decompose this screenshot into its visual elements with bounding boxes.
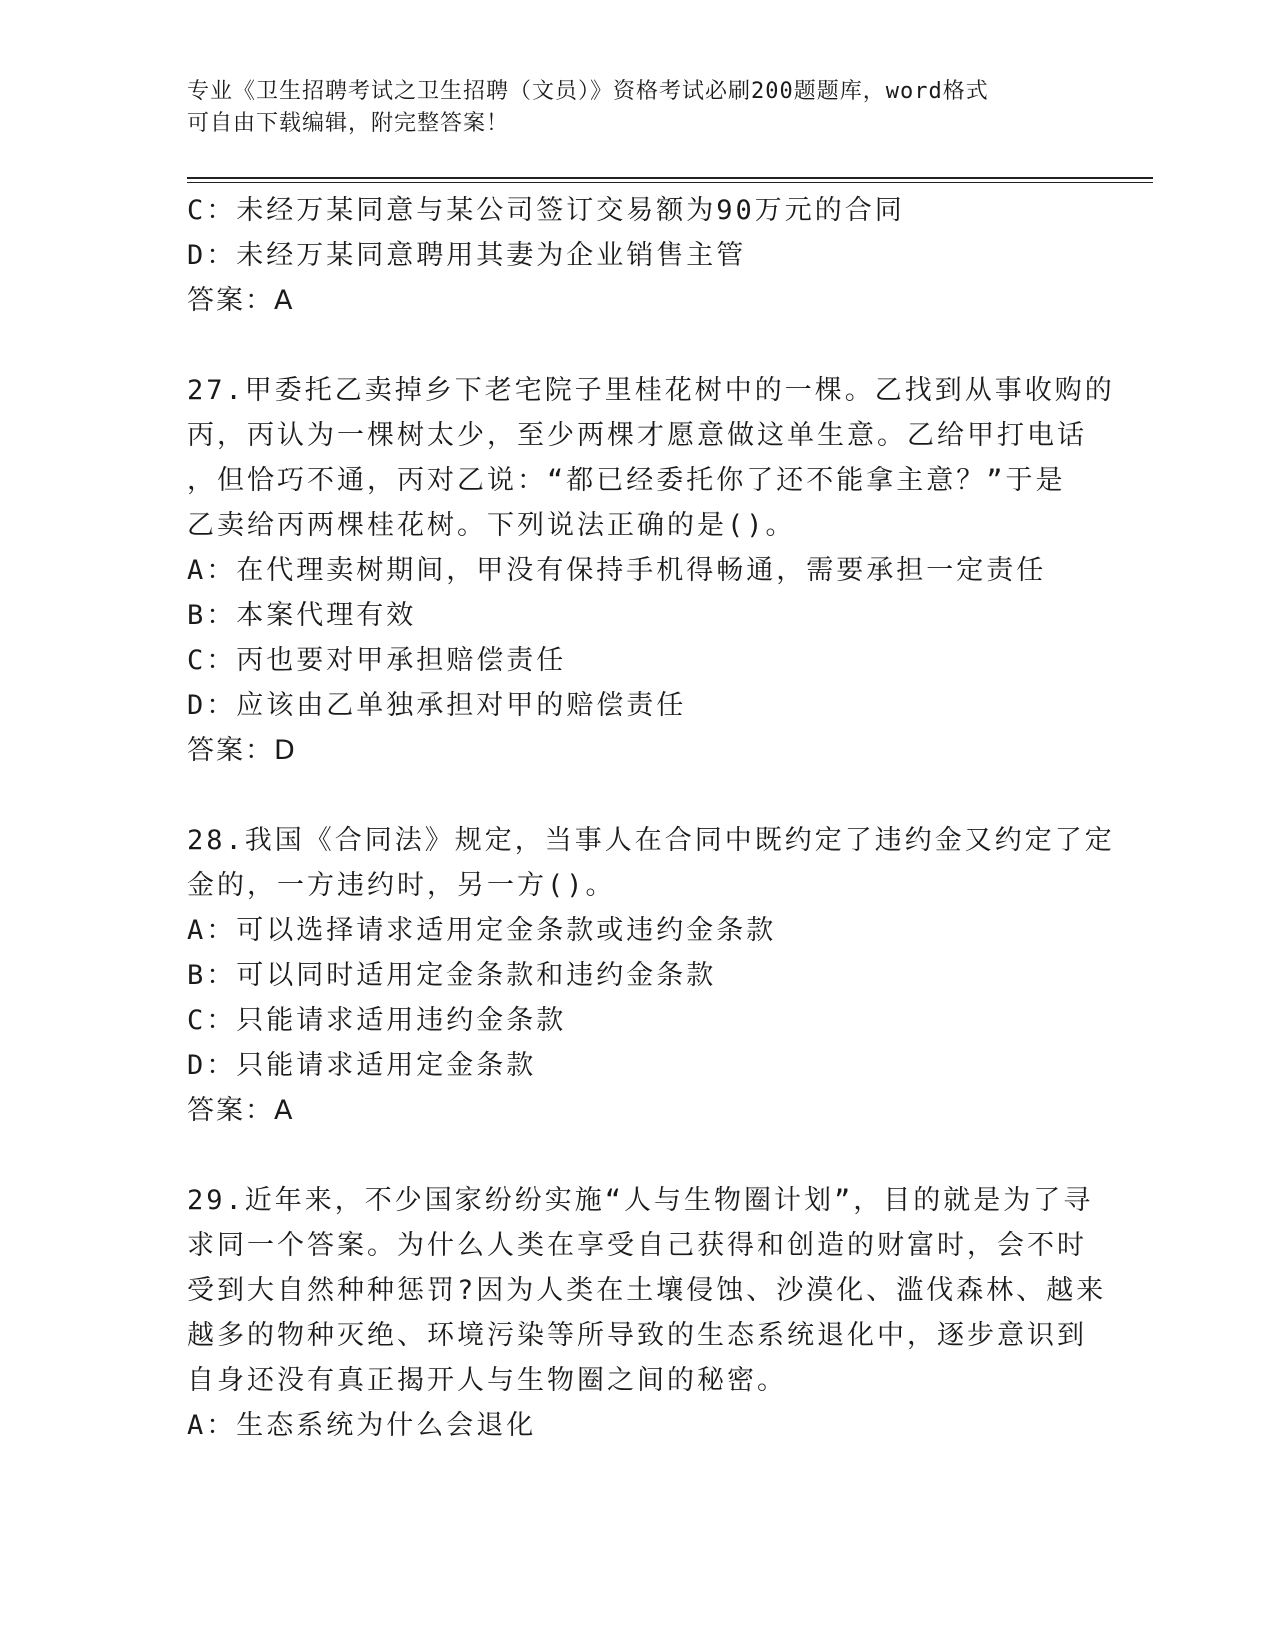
question-stem-line: 丙，丙认为一棵树太少，至少两棵才愿意做这单生意。乙给甲打电话 xyxy=(187,420,1087,451)
question-stem-line: 29.近年来，不少国家纷纷实施“人与生物圈计划”，目的就是为了寻 xyxy=(187,1185,1094,1216)
option-b: B：本案代理有效 xyxy=(187,600,417,631)
answer-line: 答案：D xyxy=(187,735,297,766)
option-d: D：未经万某同意聘用其妻为企业销售主管 xyxy=(187,240,747,271)
option-a: A：生态系统为什么会退化 xyxy=(187,1410,537,1441)
spacer xyxy=(187,323,1067,368)
question-stem-line: ，但恰巧不通，丙对乙说：“都已经委托你了还不能拿主意？”于是 xyxy=(187,465,1066,496)
option-d: D：应该由乙单独承担对甲的赔偿责任 xyxy=(187,690,687,721)
question-content xyxy=(187,188,1115,1448)
spacer xyxy=(187,773,1067,818)
question-stem-line: 28.我国《合同法》规定，当事人在合同中既约定了违约金又约定了定 xyxy=(187,825,1115,856)
question-stem-line: 越多的物种灭绝、环境污染等所导致的生态系统退化中，逐步意识到 xyxy=(187,1320,1087,1351)
question-stem-line: 自身还没有真正揭开人与生物圈之间的秘密。 xyxy=(187,1365,787,1396)
header-line-1: 专业《卫生招聘考试之卫生招聘（文员）》资格考试必刷200题题库，word格式 xyxy=(187,79,989,104)
question-stem-line: 求同一个答案。为什么人类在享受自己获得和创造的财富时，会不时 xyxy=(187,1230,1087,1261)
spacer xyxy=(187,1133,1067,1178)
page-header xyxy=(187,76,1087,140)
option-a: A：在代理卖树期间，甲没有保持手机得畅通，需要承担一定责任 xyxy=(187,555,1047,586)
question-29 xyxy=(187,1178,1107,1448)
question-stem-line: 27.甲委托乙卖掉乡下老宅院子里桂花树中的一棵。乙找到从事收购的 xyxy=(187,375,1115,406)
question-stem-line: 受到大自然种种惩罚?因为人类在土壤侵蚀、沙漠化、滥伐森林、越来 xyxy=(187,1275,1107,1306)
option-c: C：未经万某同意与某公司签订交易额为90万元的合同 xyxy=(187,195,905,226)
answer-line: 答案：A xyxy=(187,1095,295,1126)
option-c: C：只能请求适用违约金条款 xyxy=(187,1005,567,1036)
option-a: A：可以选择请求适用定金条款或违约金条款 xyxy=(187,915,777,946)
prev-question xyxy=(187,188,1067,323)
header-line-2: 可自由下载编辑，附完整答案！ xyxy=(187,111,510,136)
header-rule-thin xyxy=(187,182,1153,183)
question-27 xyxy=(187,368,1115,773)
question-stem-line: 金的，一方违约时，另一方()。 xyxy=(187,870,616,901)
question-stem-line: 乙卖给丙两棵桂花树。下列说法正确的是()。 xyxy=(187,510,796,541)
question-28 xyxy=(187,818,1115,1133)
option-b: B：可以同时适用定金条款和违约金条款 xyxy=(187,960,717,991)
option-d: D：只能请求适用定金条款 xyxy=(187,1050,537,1081)
option-c: C：丙也要对甲承担赔偿责任 xyxy=(187,645,567,676)
answer-line: 答案：A xyxy=(187,285,295,316)
header-rule-thick xyxy=(187,177,1153,179)
